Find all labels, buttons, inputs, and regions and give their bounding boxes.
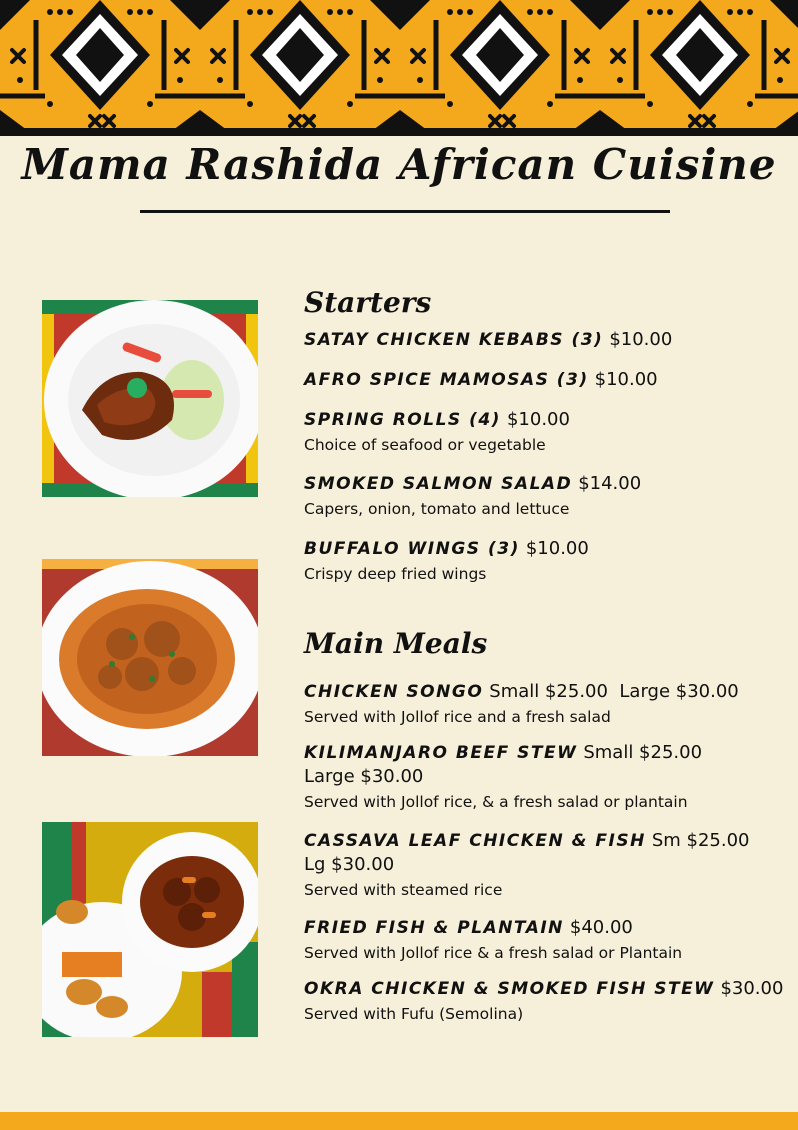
menu-item: [304, 537, 784, 585]
menu-item: [304, 680, 784, 728]
item-price: $14.00: [578, 473, 642, 494]
title-divider: [140, 210, 670, 213]
item-description: Served with Fufu (Semolina): [304, 1005, 524, 1023]
stew-photo: [42, 559, 258, 756]
menu-item: [304, 472, 784, 520]
beef-stew-plantain-photo: [42, 822, 258, 1037]
item-price: $10.00: [594, 369, 658, 390]
section-title-starters: Starters: [304, 286, 432, 319]
item-name: CHICKEN SONGO: [304, 682, 484, 702]
item-name: SMOKED SALMON SALAD: [304, 474, 573, 494]
item-price: Small $25.00 Large $30.00: [489, 681, 739, 702]
item-name: CASSAVA LEAF CHICKEN & FISH: [304, 831, 646, 851]
menu-item: [304, 829, 784, 901]
menu-item: [304, 408, 784, 456]
item-name: SATAY CHICKEN KEBABS (3): [304, 330, 604, 350]
item-description: Served with Jollof rice, & a fresh salad or plantain: [304, 793, 688, 811]
menu-item: [304, 916, 784, 964]
item-description: Served with Jollof rice & a fresh salad or Plantain: [304, 944, 683, 962]
item-price-secondary: Large $30.00: [304, 766, 424, 787]
item-price-secondary: Lg $30.00: [304, 854, 395, 875]
item-price: $40.00: [569, 917, 633, 938]
item-name: BUFFALO WINGS (3): [304, 539, 520, 559]
item-price: $10.00: [609, 329, 673, 350]
item-price: Small $25.00: [583, 742, 703, 763]
item-name: FRIED FISH & PLANTAIN: [304, 918, 564, 938]
item-price: Sm $25.00: [651, 830, 750, 851]
item-name: AFRO SPICE MAMOSAS (3): [304, 370, 589, 390]
item-description: Crispy deep fried wings: [304, 565, 487, 583]
pattern-banner: [0, 0, 798, 136]
item-price: $10.00: [506, 409, 570, 430]
item-price: $30.00: [720, 978, 784, 999]
item-description: Served with steamed rice: [304, 881, 503, 899]
restaurant-title: Mama Rashida African Cuisine: [21, 140, 777, 189]
menu-item: [304, 977, 784, 1025]
item-description: Capers, onion, tomato and lettuce: [304, 500, 570, 518]
item-price: $10.00: [525, 538, 589, 559]
item-name: OKRA CHICKEN & SMOKED FISH STEW: [304, 979, 715, 999]
item-description: Choice of seafood or vegetable: [304, 436, 546, 454]
section-title-main-meals: Main Meals: [304, 627, 488, 660]
menu-item: [304, 368, 784, 392]
item-description: Served with Jollof rice and a fresh salad: [304, 708, 611, 726]
satay-chicken-photo: [42, 300, 258, 497]
footer-bar: [0, 1112, 798, 1130]
item-name: SPRING ROLLS (4): [304, 410, 501, 430]
menu-item: [304, 328, 784, 352]
item-name: KILIMANJARO BEEF STEW: [304, 743, 578, 763]
menu-item: [304, 741, 784, 813]
